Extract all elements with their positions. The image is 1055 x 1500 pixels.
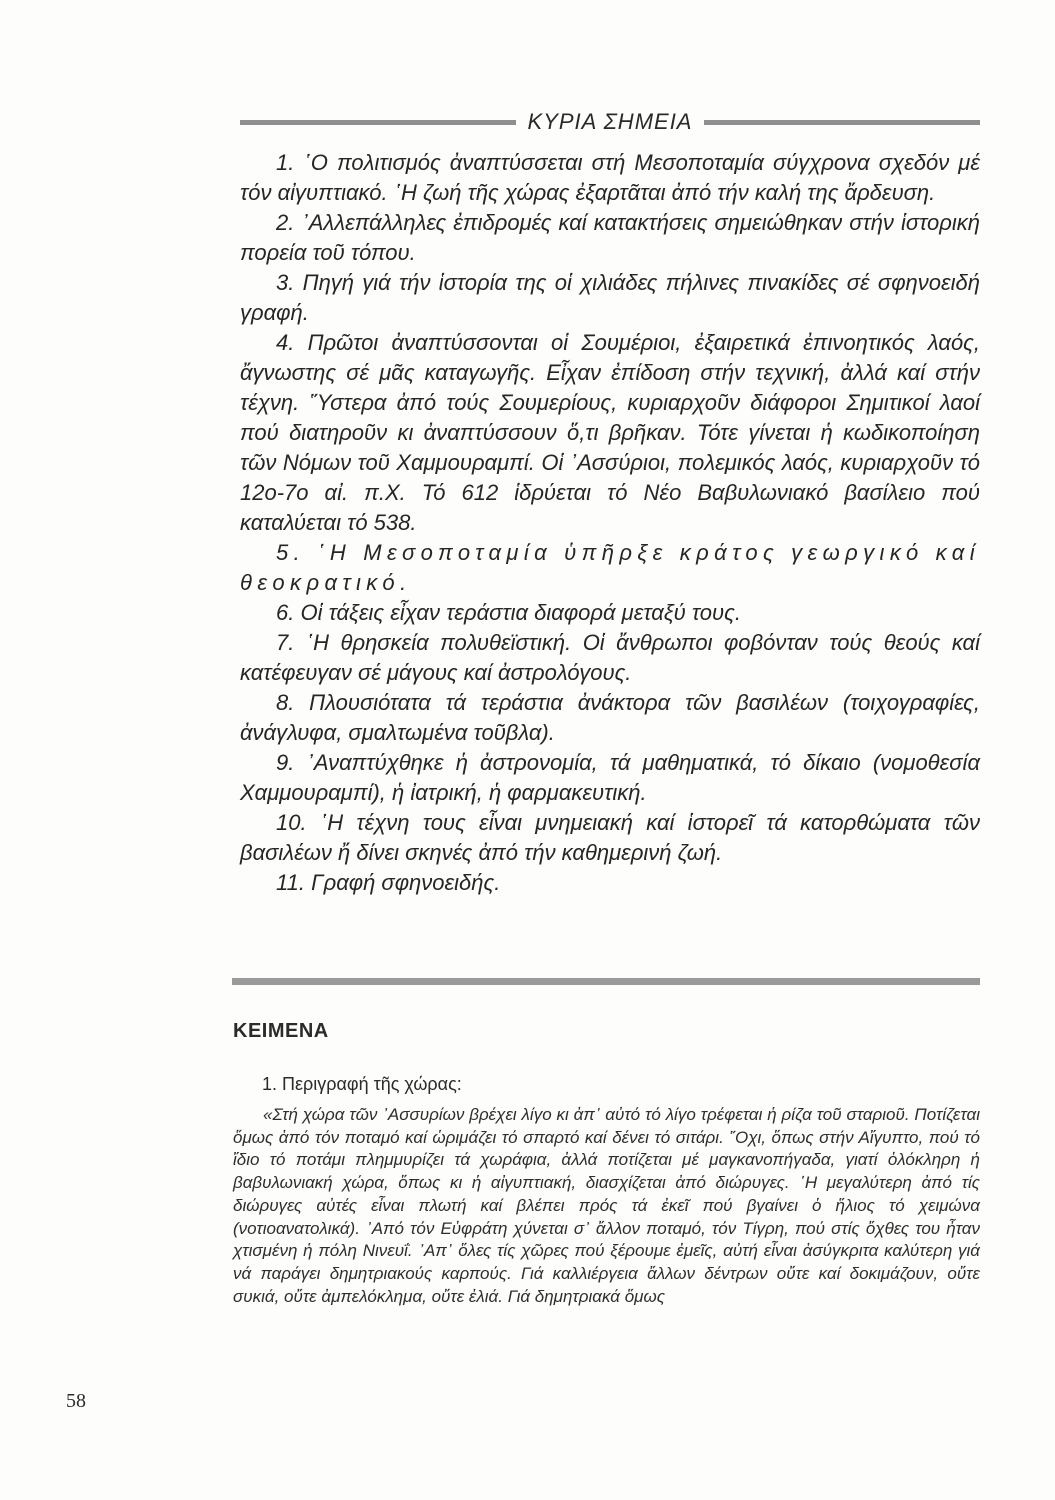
- key-point: 10. ῾Η τέχνη τους εἶναι μνημειακή καί ἱστορεῖ τά κατορθώματα τῶν βασιλέων ἤ δίνει σκηνές ἀπό τήν καθημερινή ζωή.: [240, 810, 980, 865]
- header-rule-right: [704, 120, 980, 125]
- key-point: 6. Οἱ τάξεις εἶχαν τεράστια διαφορά μεταξύ τους.: [276, 600, 741, 625]
- key-point: 1. ῾Ο πολιτισμός ἀναπτύσσεται στή Μεσοποταμία σύγχρονα σχεδόν μέ τόν αἰγυπτιακό. ῾Η ζωή τῆς χώρας ἐξαρτᾶται ἀπό τήν καλή της ἄρδευση.: [240, 150, 980, 205]
- header-rule-left: [240, 120, 516, 125]
- key-point: 8. Πλουσιότατα τά τεράστια ἀνάκτορα τῶν βασιλέων (τοιχογραφίες, ἀνάγλυφα, σμαλτωμένα τοῦβλα).: [240, 690, 980, 745]
- page-number: 58: [66, 1390, 86, 1412]
- key-point: 2. ᾿Αλλεπάλληλες ἐπιδρομές καί κατακτήσεις σημειώθηκαν στήν ἱστορική πορεία τοῦ τόπου.: [240, 210, 980, 265]
- key-points-list: [240, 148, 980, 898]
- excerpt-title: 1. Περιγραφή τῆς χώρας:: [262, 1074, 462, 1094]
- section-header: [240, 104, 980, 140]
- texts-heading: ΚΕΙΜΕΝΑ: [233, 1020, 329, 1042]
- key-point: 3. Πηγή γιά τήν ἱστορία της οἱ χιλιάδες πήλινες πινακίδες σέ σφηνοειδή γραφή.: [240, 270, 980, 325]
- key-point: 9. ᾿Αναπτύχθηκε ἡ ἀστρονομία, τά μαθηματικά, τό δίκαιο (νομοθεσία Χαμμουραμπί), ἡ ἰατρική, ἡ φαρμακευτική.: [240, 750, 980, 805]
- key-point: 7. ῾Η θρησκεία πολυθεϊστική. Οἱ ἄνθρωποι φοβόνταν τούς θεούς καί κατέφευγαν σέ μάγους καί ἀστρολόγους.: [240, 630, 980, 685]
- key-point: 4. Πρῶτοι ἀναπτύσσονται οἱ Σουμέριοι, ἐξαιρετικά ἐπινοητικός λαός, ἄγνωστης σέ μᾶς καταγωγῆς. Εἶχαν ἐπίδοση στήν τεχνική, ἀλλά καί στήν τέχνη. ῞Υστερα ἀπό τούς Σουμερίους, κυριαρχοῦν διάφοροι Σημιτικοί λαοί πού διατηροῦν κι ἀναπτύσσουν ὅ,τι βρῆκαν. Τότε γίνεται ἡ κωδικοποίηση τῶν Νόμων τοῦ Χαμμουραμπί. Οἱ ᾿Ασσύριοι, πολεμικός λαός, κυριαρχοῦν τό 12ο-7ο αἰ. π.Χ. Τό 612 ἱδρύεται τό Νέο Βαβυλωνιακό βασίλειο πού καταλύεται τό 538.: [240, 330, 980, 535]
- excerpt-body: «Στή χώρα τῶν ᾿Ασσυρίων βρέχει λίγο κι ἀπ᾿ αὐτό τό λίγο τρέφεται ἡ ρίζα τοῦ σταριοῦ. Ποτίζεται ὅμως ἀπό τόν ποταμό καί ὡριμάζει τό σπαρτό καί δένει τό σιτάρι. ῎Οχι, ὅπως στήν Αἴγυπτο, πού τό ἴδιο τό ποτάμι πλημμυρίζει τά χωράφια, ἀλλά ποτίζεται μέ μαγκανοπήγαδα, γιατί ὁλόκληρη ἡ βαβυλωνιακή χώρα, ὅπως κι ἡ αἰγυπτιακή, διασχίζεται ἀπό διώρυγες. ῾Η μεγαλύτερη ἀπό τίς διώρυγες αὐτές εἶναι πλωτή καί βλέπει πρός τά ἐκεῖ πού βγαίνει ὁ ἥλιος τό χειμώνα (νοτιοανατολικά). ᾿Από τόν Εὐφράτη χύνεται σ᾿ ἄλλον ποταμό, τόν Τίγρη, πού στίς ὄχθες του ἦταν χτισμένη ἡ πόλη Νινευΐ. ᾿Απ᾿ ὅλες τίς χῶρες πού ξέρουμε ἐμεῖς, αὐτή εἶναι ἀσύγκριτα καλύτερη γιά νά παράγει δημητριακούς καρπούς. Γιά καλλιέργεια ἄλλων δέντρων οὔτε καί δοκιμάζουν, οὔτε συκιά, οὔτε ἀμπελόκλημα, οὔτε ἐλιά. Γιά δημητριακά ὅμως: [233, 1105, 980, 1306]
- section-title: ΚΥΡΙΑ ΣΗΜΕΙΑ: [527, 109, 693, 134]
- key-point: 5. ῾Η Μεσοποταμία ὑπῆρξε κράτος γεωργικό καί θεοκρατικό.: [240, 540, 980, 595]
- key-point: 11. Γραφή σφηνοειδής.: [276, 870, 501, 895]
- section-divider: [232, 978, 980, 985]
